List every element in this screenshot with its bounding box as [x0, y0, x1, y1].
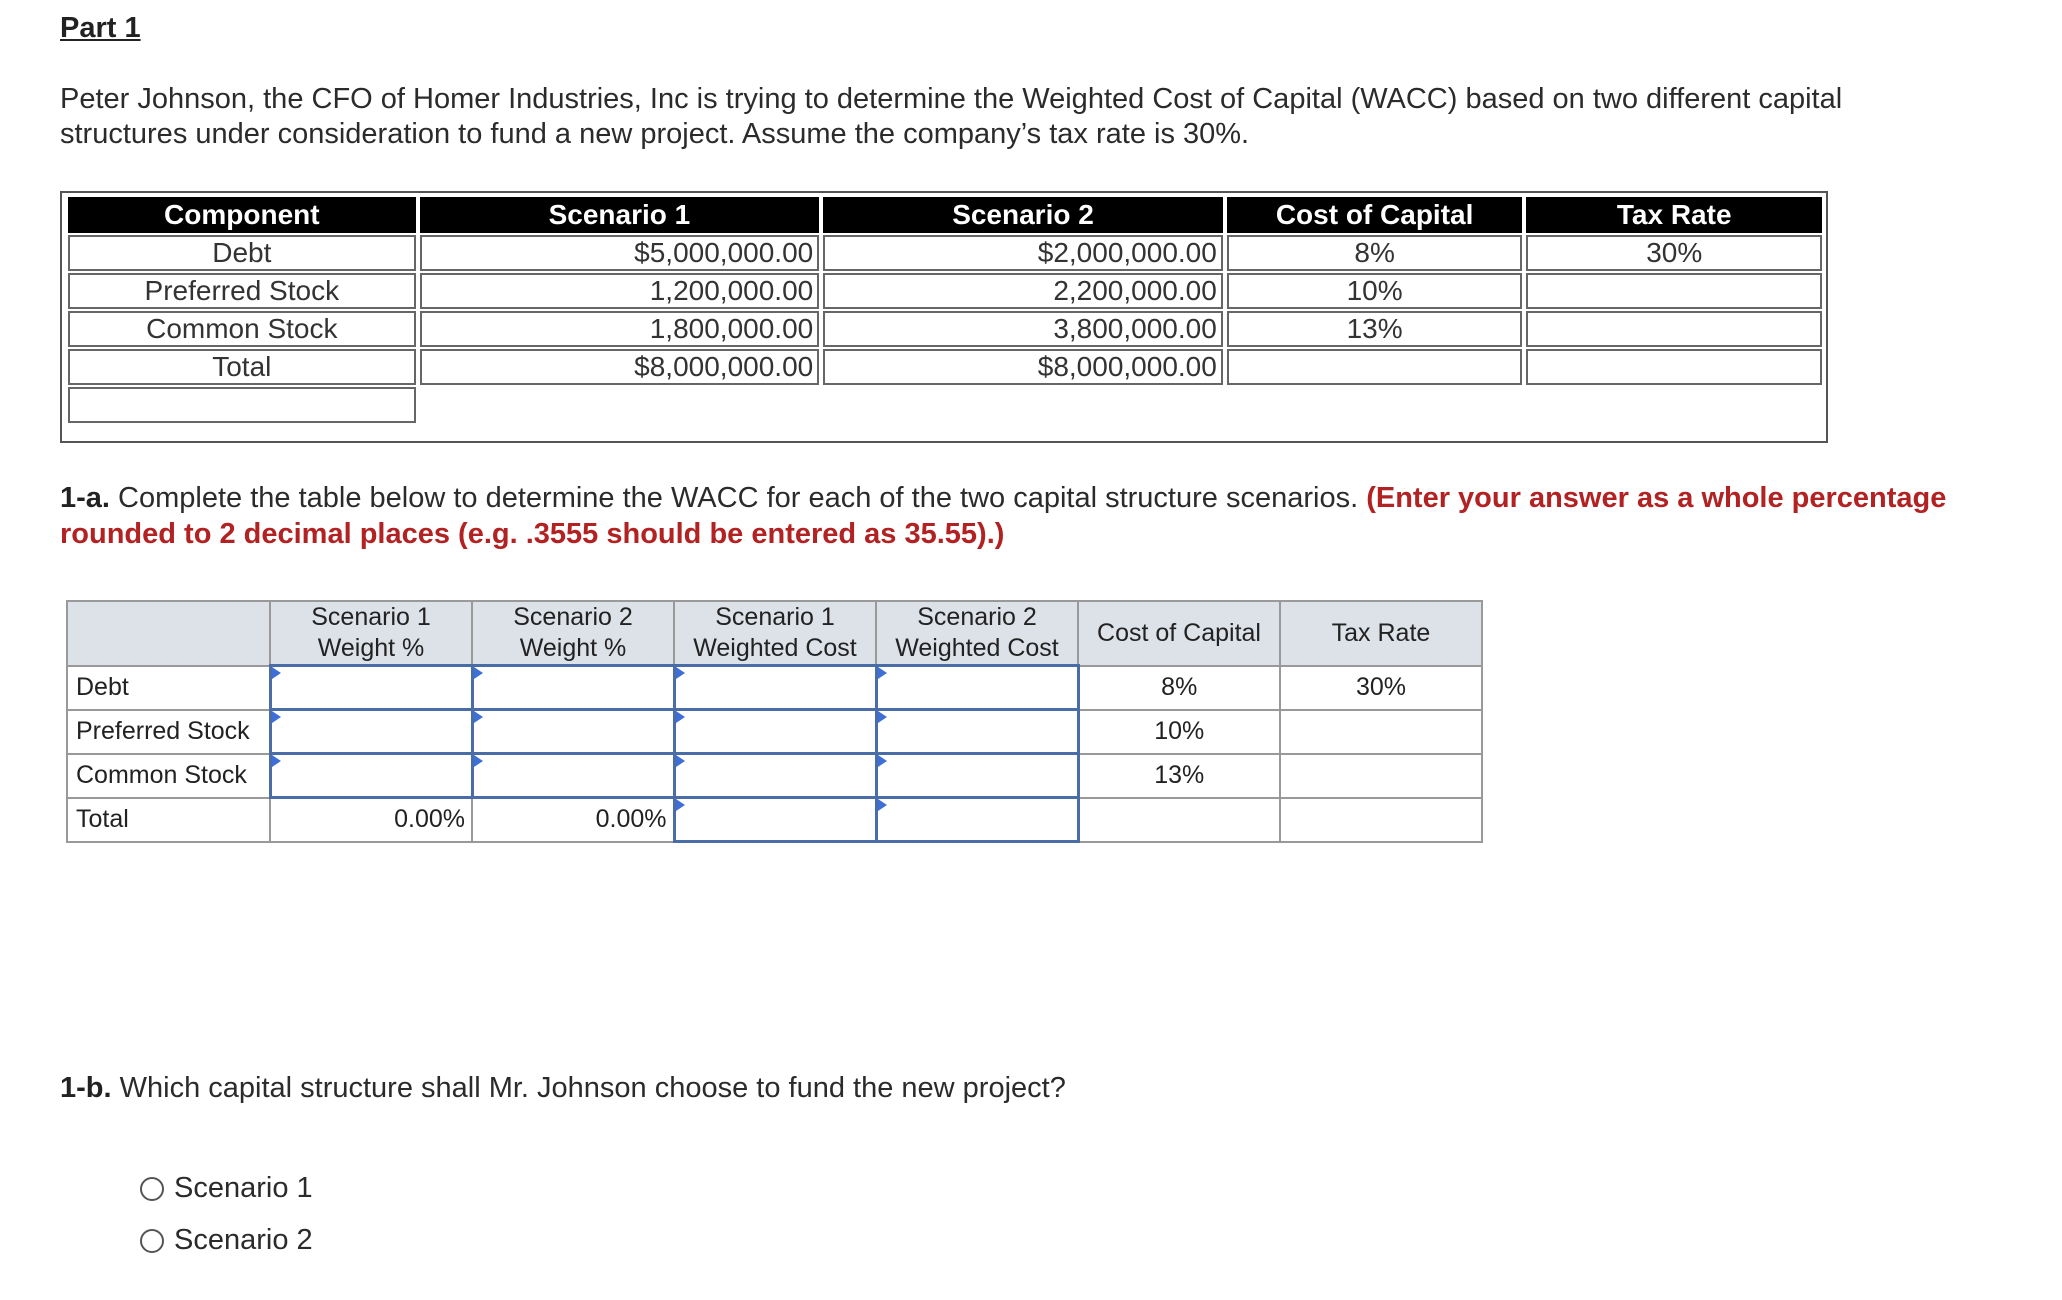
table-row: [68, 387, 1822, 423]
header-scenario-2: Scenario 2: [823, 197, 1223, 233]
component-cell: Total: [68, 349, 416, 385]
preferred-s1-weight-input[interactable]: [270, 710, 472, 754]
common-s2-weight-input[interactable]: [472, 754, 674, 798]
scenario-2-cell: 3,800,000.00: [823, 311, 1223, 347]
option-label: Scenario 1: [174, 1172, 313, 1204]
question-1a-label: 1-a.: [60, 482, 110, 514]
table-row: [67, 710, 1482, 754]
cost-cell: 8%: [1078, 666, 1280, 710]
question-1b-label: 1-b.: [60, 1072, 112, 1104]
cost-cell: 8%: [1227, 235, 1523, 271]
table-row: [68, 235, 1822, 271]
header-cost-of-capital: Cost of Capital: [1078, 601, 1280, 666]
common-s1-weight-input[interactable]: [270, 754, 472, 798]
header-s2-weighted-cost: Scenario 2 Weighted Cost: [876, 601, 1078, 666]
preferred-s1-weighted-cost-input[interactable]: [674, 710, 876, 754]
header-scenario-1: Scenario 1: [420, 197, 820, 233]
debt-s1-weighted-cost-input[interactable]: [674, 666, 876, 710]
preferred-s2-weighted-cost-input[interactable]: [876, 710, 1078, 754]
debt-s2-weighted-cost-input[interactable]: [876, 666, 1078, 710]
scenario-2-cell: 2,200,000.00: [823, 273, 1223, 309]
header-tax-rate: Tax Rate: [1280, 601, 1482, 666]
header-s2-weight: Scenario 2 Weight %: [472, 601, 674, 666]
question-1a: [60, 480, 1960, 552]
total-s1-weight: 0.00%: [270, 798, 472, 842]
header-tax-rate: Tax Rate: [1526, 197, 1822, 233]
row-label: Debt: [67, 666, 270, 710]
preferred-s2-weight-input[interactable]: [472, 710, 674, 754]
question-1a-instruction: (Enter your answer as a whole percentage rounded to 2 decimal places (e.g. .3555 should be entered as 35.55).): [60, 482, 1947, 550]
option-scenario-1[interactable]: [140, 1172, 313, 1205]
header-blank: [67, 601, 270, 666]
cost-cell: [1078, 798, 1280, 842]
cost-cell: 13%: [1227, 311, 1523, 347]
scenario-2-cell: $2,000,000.00: [823, 235, 1223, 271]
tax-cell: 30%: [1280, 666, 1482, 710]
row-label: Common Stock: [67, 754, 270, 798]
table-row: [68, 273, 1822, 309]
debt-s1-weight-input[interactable]: [270, 666, 472, 710]
part-title: Part 1: [60, 12, 141, 44]
table-row: [67, 666, 1482, 710]
scenario-1-cell: 1,800,000.00: [420, 311, 820, 347]
table-row: [68, 349, 1822, 385]
radio-button[interactable]: [140, 1177, 164, 1201]
scenario-1-cell: $5,000,000.00: [420, 235, 820, 271]
question-1b: [60, 1070, 1960, 1106]
table-row: [68, 311, 1822, 347]
tax-cell: [1280, 754, 1482, 798]
component-cell: Preferred Stock: [68, 273, 416, 309]
header-s1-weight: Scenario 1 Weight %: [270, 601, 472, 666]
tax-cell: [1526, 273, 1822, 309]
row-label: Total: [67, 798, 270, 842]
blank-area: [420, 387, 1822, 423]
cost-cell: 10%: [1227, 273, 1523, 309]
common-s2-weighted-cost-input[interactable]: [876, 754, 1078, 798]
capital-structure-table: [60, 191, 1828, 443]
table-row: [67, 754, 1482, 798]
scenario-1-cell: $8,000,000.00: [420, 349, 820, 385]
header-cost-of-capital: Cost of Capital: [1227, 197, 1523, 233]
question-1b-text: Which capital structure shall Mr. Johnson choose to fund the new project?: [111, 1072, 1066, 1104]
tax-cell: 30%: [1526, 235, 1822, 271]
cost-cell: 10%: [1078, 710, 1280, 754]
header-component: Component: [68, 197, 416, 233]
intro-text: Peter Johnson, the CFO of Homer Industries, Inc is trying to determine the Weighted Cost of Capital (WACC) based on two different capital structures under consideration to fund a new project. Assume the company’s tax rate is 30%.: [60, 83, 1843, 150]
row-label: Preferred Stock: [67, 710, 270, 754]
header-s1-weighted-cost: Scenario 1 Weighted Cost: [674, 601, 876, 666]
tax-cell: [1280, 798, 1482, 842]
total-s1-weighted-cost-input[interactable]: [674, 798, 876, 842]
tax-cell: [1280, 710, 1482, 754]
scenario-1-cell: 1,200,000.00: [420, 273, 820, 309]
scenario-2-cell: $8,000,000.00: [823, 349, 1223, 385]
option-label: Scenario 2: [174, 1224, 313, 1256]
total-s2-weight: 0.00%: [472, 798, 674, 842]
tax-cell: [1526, 349, 1822, 385]
debt-s2-weight-input[interactable]: [472, 666, 674, 710]
cost-cell: 13%: [1078, 754, 1280, 798]
component-cell: Common Stock: [68, 311, 416, 347]
wacc-answer-table: [66, 600, 1483, 843]
radio-button[interactable]: [140, 1229, 164, 1253]
question-1a-text: Complete the table below to determine the WACC for each of the two capital structure scenarios.: [109, 482, 1367, 514]
option-scenario-2[interactable]: [140, 1224, 313, 1257]
component-cell: Debt: [68, 235, 416, 271]
cost-cell: [1227, 349, 1523, 385]
total-s2-weighted-cost-input[interactable]: [876, 798, 1078, 842]
common-s1-weighted-cost-input[interactable]: [674, 754, 876, 798]
tax-cell: [1526, 311, 1822, 347]
table-row: [67, 798, 1482, 842]
empty-cell: [68, 387, 416, 423]
